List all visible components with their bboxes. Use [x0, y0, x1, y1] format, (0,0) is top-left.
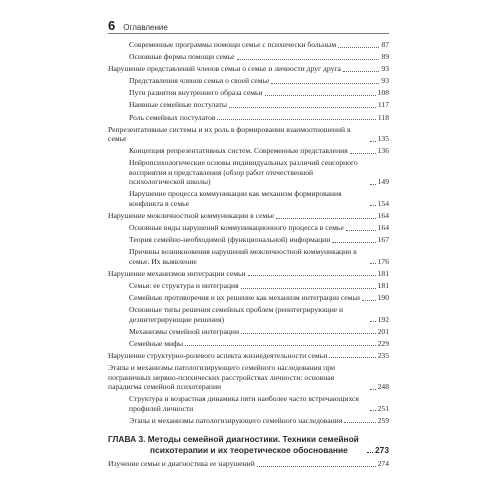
toc-entry-page: 149 — [377, 177, 389, 187]
toc-entry-title: Семейные мифы — [129, 338, 184, 348]
dot-leader — [344, 422, 375, 423]
toc-chapter-entry — [108, 434, 389, 455]
toc-entry-title: Основные типы решения семейных проблем (реинтегрирующие и дезинтегрирующие решения) — [129, 305, 344, 324]
toc-entry-page: 93 — [381, 64, 389, 74]
toc-entry-title: Представления членов семьи о своей семье — [129, 76, 270, 86]
toc-entry-title: Теория семейно-необходимой (функциональной) информации — [129, 235, 331, 245]
toc-entry-title: ГЛАВА 3. Методы семейной диагностики. Техники семейной психотерапии и их теоретическое обоснование — [108, 434, 359, 455]
toc-entry-page: 192 — [377, 314, 389, 324]
toc-entry-page: 164 — [377, 211, 389, 221]
toc-entry-page: 259 — [377, 415, 389, 425]
toc-entry — [108, 100, 389, 110]
page-number: 6 — [108, 18, 116, 33]
toc-entry-title: Роль семейных постулатов — [129, 112, 216, 122]
toc-entry — [108, 189, 389, 208]
dot-leader — [237, 59, 380, 60]
toc-entry-page: 181 — [377, 281, 389, 290]
toc-entry-page: 229 — [377, 338, 389, 348]
toc-entry — [108, 113, 389, 123]
toc-entry-title: Нарушение процесса коммуникации как механизм формирования конфликта в семье — [129, 189, 342, 208]
toc-entry-title: Пути развития внутреннего образа семьи — [129, 88, 263, 98]
toc-entry-page: 181 — [377, 268, 389, 278]
toc-entry-title: Концепция репрезентативных систем. Современные представления — [129, 146, 348, 156]
dot-leader — [229, 107, 376, 108]
dot-leader — [329, 357, 375, 358]
toc-entry-page: 201 — [377, 326, 389, 336]
toc-entry-page: 135 — [377, 134, 389, 144]
toc-entry-title: Основные формы помощи семье — [129, 52, 235, 62]
toc-entry-page: 89 — [381, 52, 389, 62]
toc-entry — [108, 146, 389, 156]
toc-entry-title: Причины возникновения нарушений межличностной коммуникации в семье. Их выявление — [129, 247, 357, 266]
running-head: Оглавление — [123, 23, 168, 32]
dot-leader — [350, 153, 376, 154]
toc-entry — [108, 247, 389, 266]
toc-entry-page: 248 — [377, 382, 389, 392]
toc-entry — [108, 269, 389, 279]
toc-entry — [108, 281, 389, 291]
dot-leader — [271, 83, 379, 84]
toc-entry — [108, 40, 389, 50]
toc-entry — [108, 64, 389, 74]
toc-entry-title: Нарушение механизмов интеграции семьи — [108, 268, 246, 278]
dot-leader — [185, 345, 376, 346]
toc-entry-page: 118 — [377, 112, 389, 122]
dot-leader — [338, 47, 379, 48]
toc-entry-title: Этапы и механизмы патологизирующего семейного наследования — [129, 415, 343, 425]
toc-entry-page: 87 — [381, 40, 389, 49]
toc-entry-page: 176 — [377, 256, 389, 266]
dot-leader — [241, 288, 376, 289]
dot-leader — [370, 184, 376, 185]
toc-entry — [108, 459, 389, 469]
toc-entry-page: 273 — [375, 444, 389, 455]
toc-entry — [108, 88, 389, 98]
toc-entry-page: 251 — [377, 403, 389, 413]
toc-entry-title: Современные программы помощи семье с психически больным — [129, 40, 337, 49]
dot-leader — [370, 389, 376, 390]
dot-leader — [241, 333, 376, 334]
toc-entry — [108, 305, 389, 324]
toc-entry — [108, 339, 389, 349]
toc-entry-title: Изучение семьи и диагностика ее нарушений — [108, 459, 255, 469]
dot-leader — [257, 466, 376, 467]
toc-entry-page: 167 — [377, 235, 389, 245]
toc-entry-page: 108 — [377, 88, 389, 98]
toc-entry-title: Репрезентативные системы и их роль в формировании взаимоотношений в семье — [108, 124, 351, 144]
toc-entry — [108, 76, 389, 86]
toc-entry — [108, 125, 389, 144]
dot-leader — [370, 263, 376, 264]
dot-leader — [367, 452, 373, 453]
toc-entry-title: Семейные противоречия и их решение как механизм интеграции семьи — [129, 293, 360, 303]
dot-leader — [370, 410, 376, 411]
toc-entry — [108, 235, 389, 245]
toc-entry-title: Нарушение структурно-ролевого аспекта жизнедеятельности семьи — [108, 350, 328, 360]
toc-entry — [108, 52, 389, 62]
toc-entry-title: Механизмы семейной интеграции — [129, 326, 240, 336]
page-header — [108, 18, 380, 33]
dot-leader — [248, 275, 376, 276]
toc-entry-page: 117 — [377, 100, 389, 110]
toc-entry-title: Нарушение межличностной коммуникации в семье — [108, 211, 275, 221]
dot-leader — [370, 205, 376, 206]
toc-entry — [108, 293, 389, 303]
toc-entry — [108, 327, 389, 337]
toc-entry-title: Этапы и механизмы патологизирующего семейного наследования при пограничных нервно-психических расстройствах личности: основная парадигма семейной психотерапии — [108, 363, 336, 392]
toc-entry — [108, 223, 389, 233]
toc-entry-title: Нарушение представлений членов семьи о семье и личности друг друга — [108, 64, 341, 74]
toc-entry — [108, 416, 389, 426]
dot-leader — [332, 242, 375, 243]
toc-entry-page: 164 — [377, 223, 389, 233]
toc-entry-title: Семья: ее структура и интеграция — [129, 281, 239, 290]
toc-entry — [108, 158, 389, 187]
dot-leader — [343, 71, 380, 72]
toc-entry-title: Нейропсихологические основы индивидуальных различий сенсорного восприятия и представления (обзор работ отечественной психологической школы) — [129, 158, 358, 187]
toc-entry-page: 154 — [377, 198, 389, 208]
toc-entry-page: 136 — [377, 146, 389, 156]
toc-entry-page: 235 — [377, 350, 389, 360]
toc-entry-page: 274 — [377, 459, 389, 469]
dot-leader — [370, 141, 376, 142]
dot-leader — [362, 300, 376, 301]
header-divider — [108, 33, 389, 34]
toc-entry — [108, 363, 389, 392]
toc-entry-title: Структура и возрастная динамика пяти наиболее часто встречающихся профилей личности — [129, 394, 359, 413]
dot-leader — [346, 230, 376, 231]
dot-leader — [217, 119, 375, 120]
toc-entry-title: Наивные семейные постулаты — [129, 100, 227, 110]
dot-leader — [370, 321, 376, 322]
toc-entry — [108, 211, 389, 221]
table-of-contents — [108, 40, 389, 469]
toc-entry-page: 190 — [377, 293, 389, 303]
toc-entry-title: Основные виды нарушений коммуникационного процесса в семье — [129, 223, 344, 233]
toc-entry-page: 93 — [381, 76, 389, 86]
dot-leader — [276, 218, 376, 219]
toc-entry — [108, 394, 389, 413]
dot-leader — [265, 95, 376, 96]
toc-entry — [108, 351, 389, 361]
